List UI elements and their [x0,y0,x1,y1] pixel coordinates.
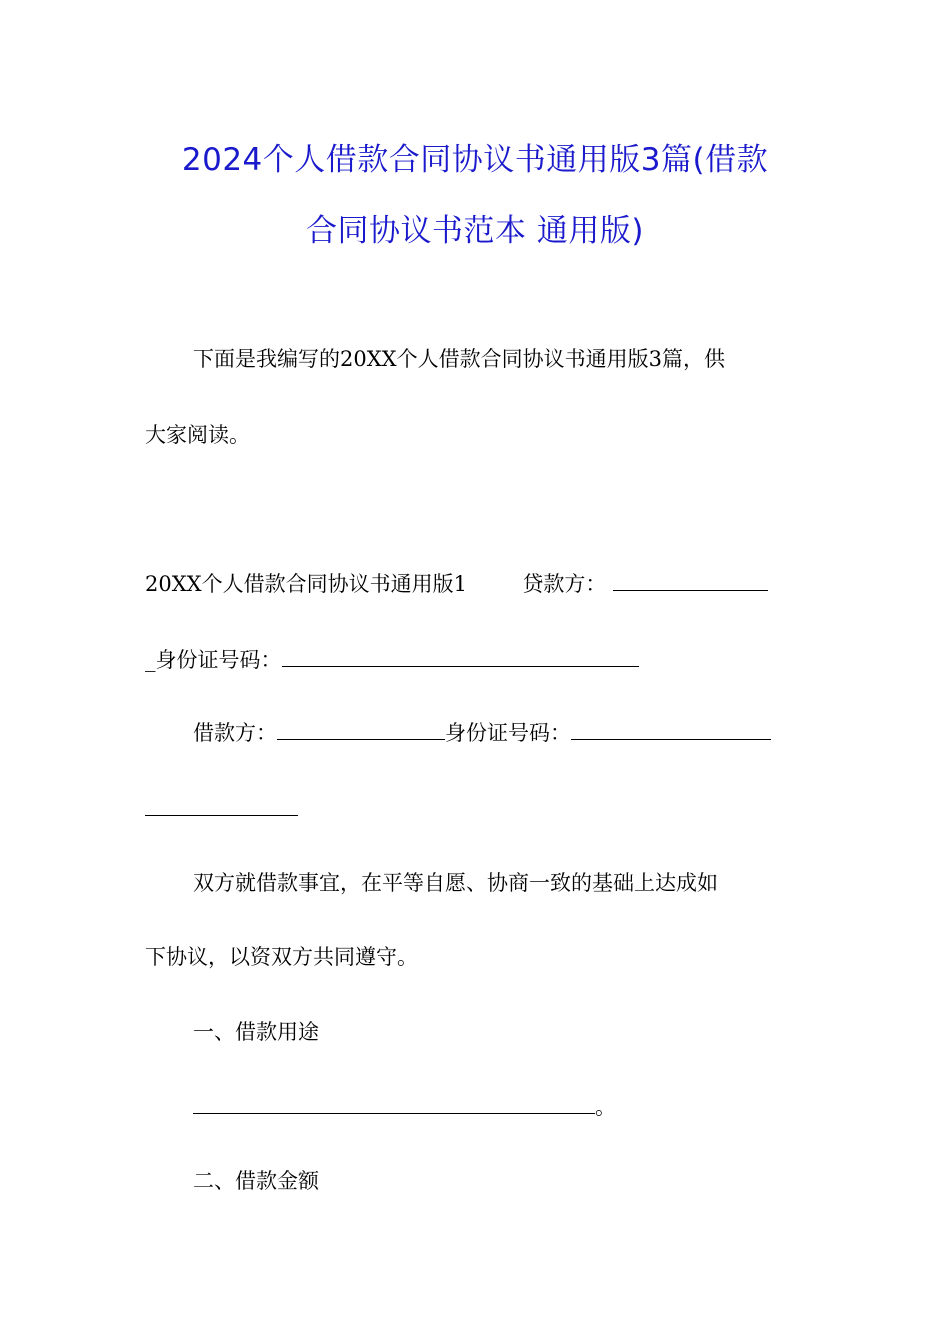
borrower-label: 借款方： [193,721,277,745]
amount-heading: 二、借款金额 [193,1169,319,1193]
lender-id-blank [282,645,639,667]
borrower-row [193,718,771,748]
intro-paragraph-line-1: 下面是我编写的20XX个人借款合同协议书通用版3篇，供 [193,347,725,371]
borrower-id-continuation [145,794,298,824]
lender-id-label: 身份证号码： [155,648,282,672]
document-title-line-2: 合同协议书范本 通用版) [306,213,644,249]
section-heading [145,569,768,599]
lender-id-row [145,645,639,675]
lender-label: 贷款方： [522,572,607,596]
document-title-line-1: 2024个人借款合同协议书通用版3篇(借款 [181,142,769,178]
borrower-id-blank [571,718,771,740]
purpose-row [193,1092,616,1122]
lender-id-prefix: _ [145,648,156,672]
agreement-paragraph-line-1: 双方就借款事宜，在平等自愿、协商一致的基础上达成如 [193,871,718,895]
borrower-name-blank [277,718,445,740]
lender-name-blank [613,569,768,591]
borrower-id-blank-continued [145,794,298,816]
borrower-id-label: 身份证号码： [445,721,571,745]
purpose-blank [193,1092,595,1114]
purpose-heading: 一、借款用途 [193,1020,319,1044]
intro-paragraph-line-2: 大家阅读。 [145,423,250,447]
section-title: 20XX个人借款合同协议书通用版1 [145,572,467,596]
agreement-paragraph-line-2: 下协议，以资双方共同遵守。 [145,945,418,969]
purpose-end: 。 [595,1095,616,1119]
